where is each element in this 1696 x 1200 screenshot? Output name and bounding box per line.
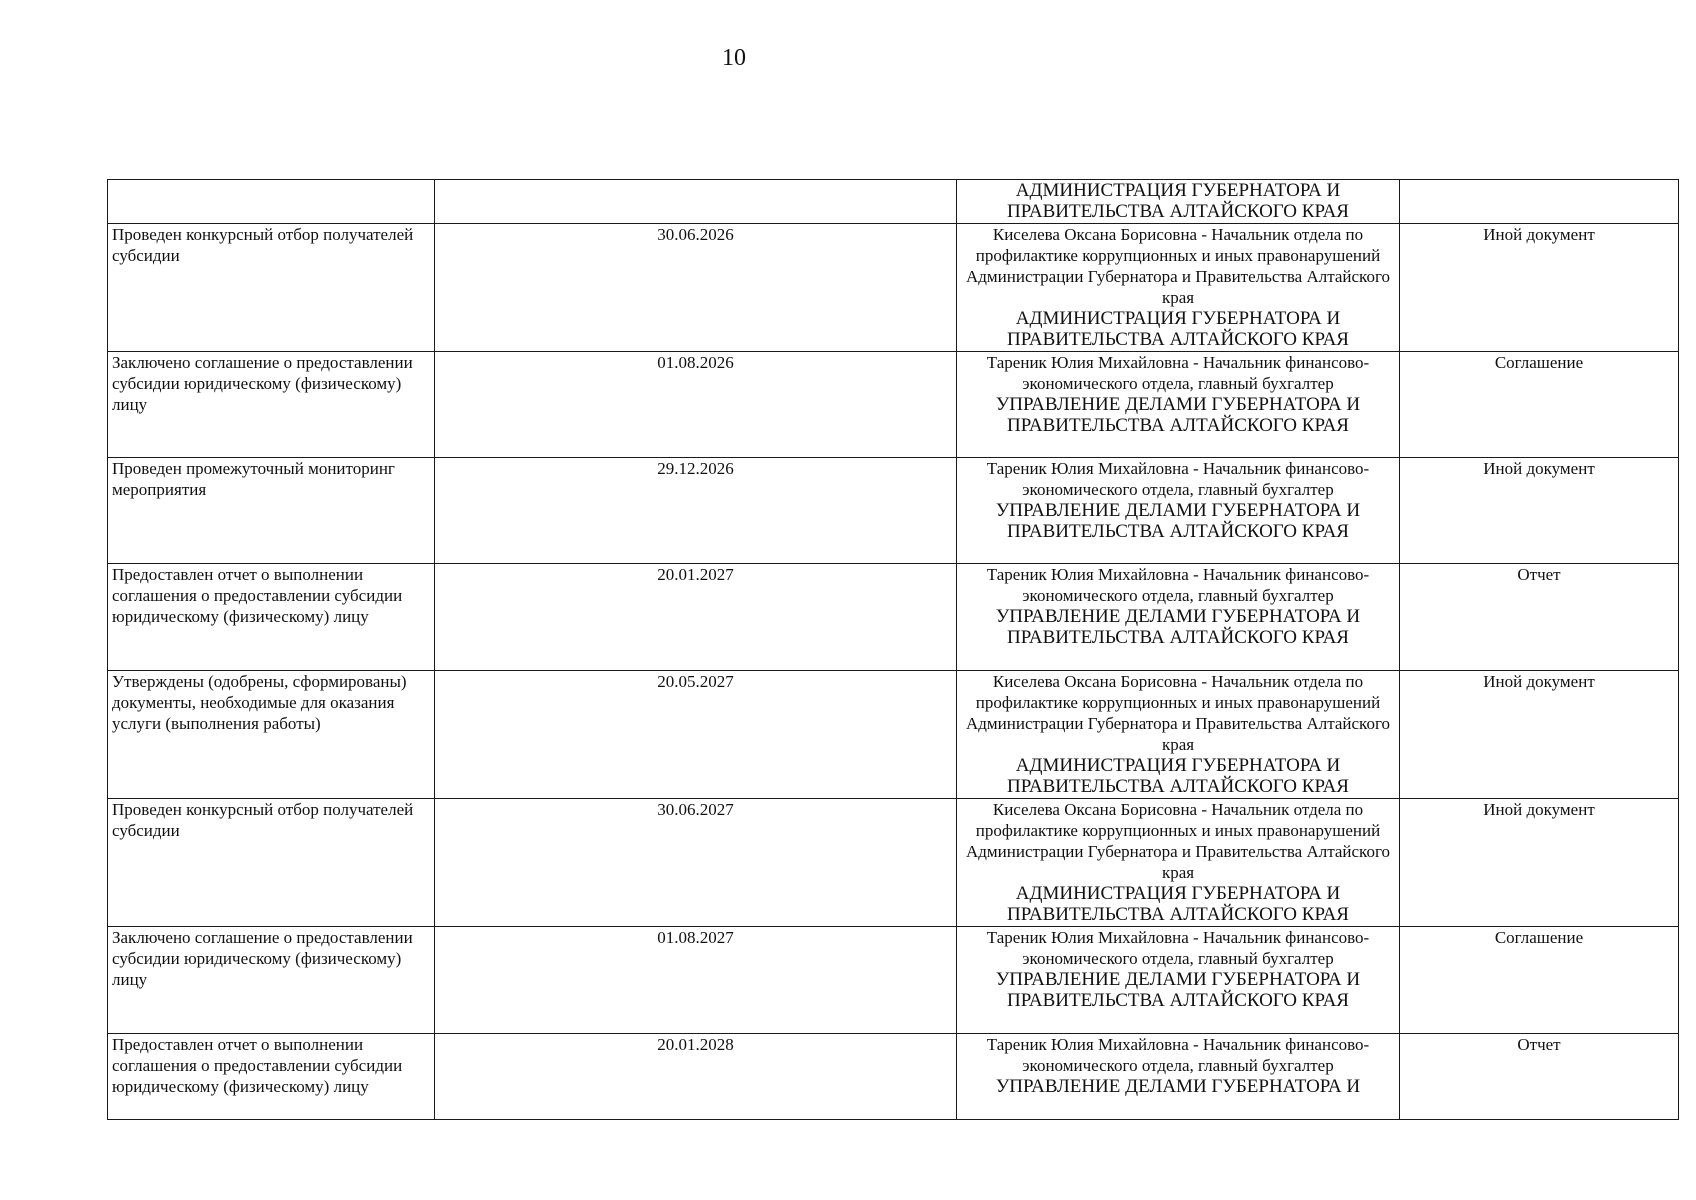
document-cell: Отчет [1400,1034,1679,1120]
date-cell: 01.08.2027 [435,927,957,1034]
action-cell: Проведен конкурсный отбор получателей субсидии [108,799,435,927]
events-table [107,179,1679,1120]
date-cell: 30.06.2027 [435,799,957,927]
table-row [108,224,1679,352]
date-cell: 29.12.2026 [435,458,957,564]
table-row [108,180,1679,224]
responsible-cell [957,458,1400,564]
action-cell: Проведен промежуточный мониторинг мероприятия [108,458,435,564]
date-cell: 20.05.2027 [435,671,957,799]
responsible-org: АДМИНИСТРАЦИЯ ГУБЕРНАТОРА И ПРАВИТЕЛЬСТВА АЛТАЙСКОГО КРАЯ [1007,883,1349,925]
action-cell: Заключено соглашение о предоставлении субсидии юридическому (физическому) лицу [108,927,435,1034]
responsible-org: УПРАВЛЕНИЕ ДЕЛАМИ ГУБЕРНАТОРА И ПРАВИТЕЛЬСТВА АЛТАЙСКОГО КРАЯ [995,394,1361,436]
responsible-cell [957,671,1400,799]
action-cell: Проведен конкурсный отбор получателей субсидии [108,224,435,352]
responsible-org: АДМИНИСТРАЦИЯ ГУБЕРНАТОРА И ПРАВИТЕЛЬСТВА АЛТАЙСКОГО КРАЯ [1007,755,1349,797]
responsible-person: Тареник Юлия Михайловна - Начальник финансово-экономического отдела, главный бухгалтер [986,1035,1370,1075]
table-row [108,671,1679,799]
responsible-org: УПРАВЛЕНИЕ ДЕЛАМИ ГУБЕРНАТОРА И ПРАВИТЕЛЬСТВА АЛТАЙСКОГО КРАЯ [995,606,1361,648]
responsible-org: УПРАВЛЕНИЕ ДЕЛАМИ ГУБЕРНАТОРА И ПРАВИТЕЛЬСТВА АЛТАЙСКОГО КРАЯ [995,969,1361,1011]
table-row [108,799,1679,927]
responsible-org: АДМИНИСТРАЦИЯ ГУБЕРНАТОРА И ПРАВИТЕЛЬСТВА АЛТАЙСКОГО КРАЯ [1007,180,1349,222]
date-cell: 20.01.2027 [435,564,957,671]
responsible-cell [957,180,1400,224]
table-row [108,458,1679,564]
document-cell: Отчет [1400,564,1679,671]
responsible-org: АДМИНИСТРАЦИЯ ГУБЕРНАТОРА И ПРАВИТЕЛЬСТВА АЛТАЙСКОГО КРАЯ [1007,308,1349,350]
date-cell: 30.06.2026 [435,224,957,352]
document-cell: Иной документ [1400,799,1679,927]
date-cell: 01.08.2026 [435,352,957,458]
responsible-cell [957,799,1400,927]
document-cell [1400,180,1679,224]
responsible-cell [957,224,1400,352]
action-cell: Предоставлен отчет о выполнении соглашения о предоставлении субсидии юридическому (физическому) лицу [108,564,435,671]
action-cell: Заключено соглашение о предоставлении субсидии юридическому (физическому) лицу [108,352,435,458]
document-cell: Иной документ [1400,671,1679,799]
date-cell [435,180,957,224]
table-row [108,1034,1679,1120]
table-row [108,352,1679,458]
responsible-person: Тареник Юлия Михайловна - Начальник финансово-экономического отдела, главный бухгалтер [986,353,1370,393]
document-cell: Иной документ [1400,224,1679,352]
responsible-person: Киселева Оксана Борисовна - Начальник отдела по профилактике коррупционных и иных правонарушений Администрации Губернатора и Правительства Алтайского края [966,800,1390,882]
responsible-person: Киселева Оксана Борисовна - Начальник отдела по профилактике коррупционных и иных правонарушений Администрации Губернатора и Правительства Алтайского края [966,225,1390,307]
action-cell: Утверждены (одобрены, сформированы) документы, необходимые для оказания услуги (выполнения работы) [108,671,435,799]
responsible-cell [957,1034,1400,1120]
document-cell: Иной документ [1400,458,1679,564]
responsible-person: Тареник Юлия Михайловна - Начальник финансово-экономического отдела, главный бухгалтер [986,565,1370,605]
document-cell: Соглашение [1400,352,1679,458]
responsible-cell [957,927,1400,1034]
table-row [108,927,1679,1034]
responsible-cell [957,564,1400,671]
responsible-cell [957,352,1400,458]
date-cell: 20.01.2028 [435,1034,957,1120]
responsible-person: Тареник Юлия Михайловна - Начальник финансово-экономического отдела, главный бухгалтер [986,459,1370,499]
document-cell: Соглашение [1400,927,1679,1034]
responsible-org: УПРАВЛЕНИЕ ДЕЛАМИ ГУБЕРНАТОРА И ПРАВИТЕЛЬСТВА АЛТАЙСКОГО КРАЯ [995,500,1361,542]
table-row [108,564,1679,671]
page-number: 10 [722,45,746,71]
responsible-org: УПРАВЛЕНИЕ ДЕЛАМИ ГУБЕРНАТОРА И [995,1076,1361,1097]
responsible-person: Тареник Юлия Михайловна - Начальник финансово-экономического отдела, главный бухгалтер [986,928,1370,968]
responsible-person: Киселева Оксана Борисовна - Начальник отдела по профилактике коррупционных и иных правонарушений Администрации Губернатора и Правительства Алтайского края [966,672,1390,754]
action-cell [108,180,435,224]
action-cell: Предоставлен отчет о выполнении соглашения о предоставлении субсидии юридическому (физическому) лицу [108,1034,435,1120]
